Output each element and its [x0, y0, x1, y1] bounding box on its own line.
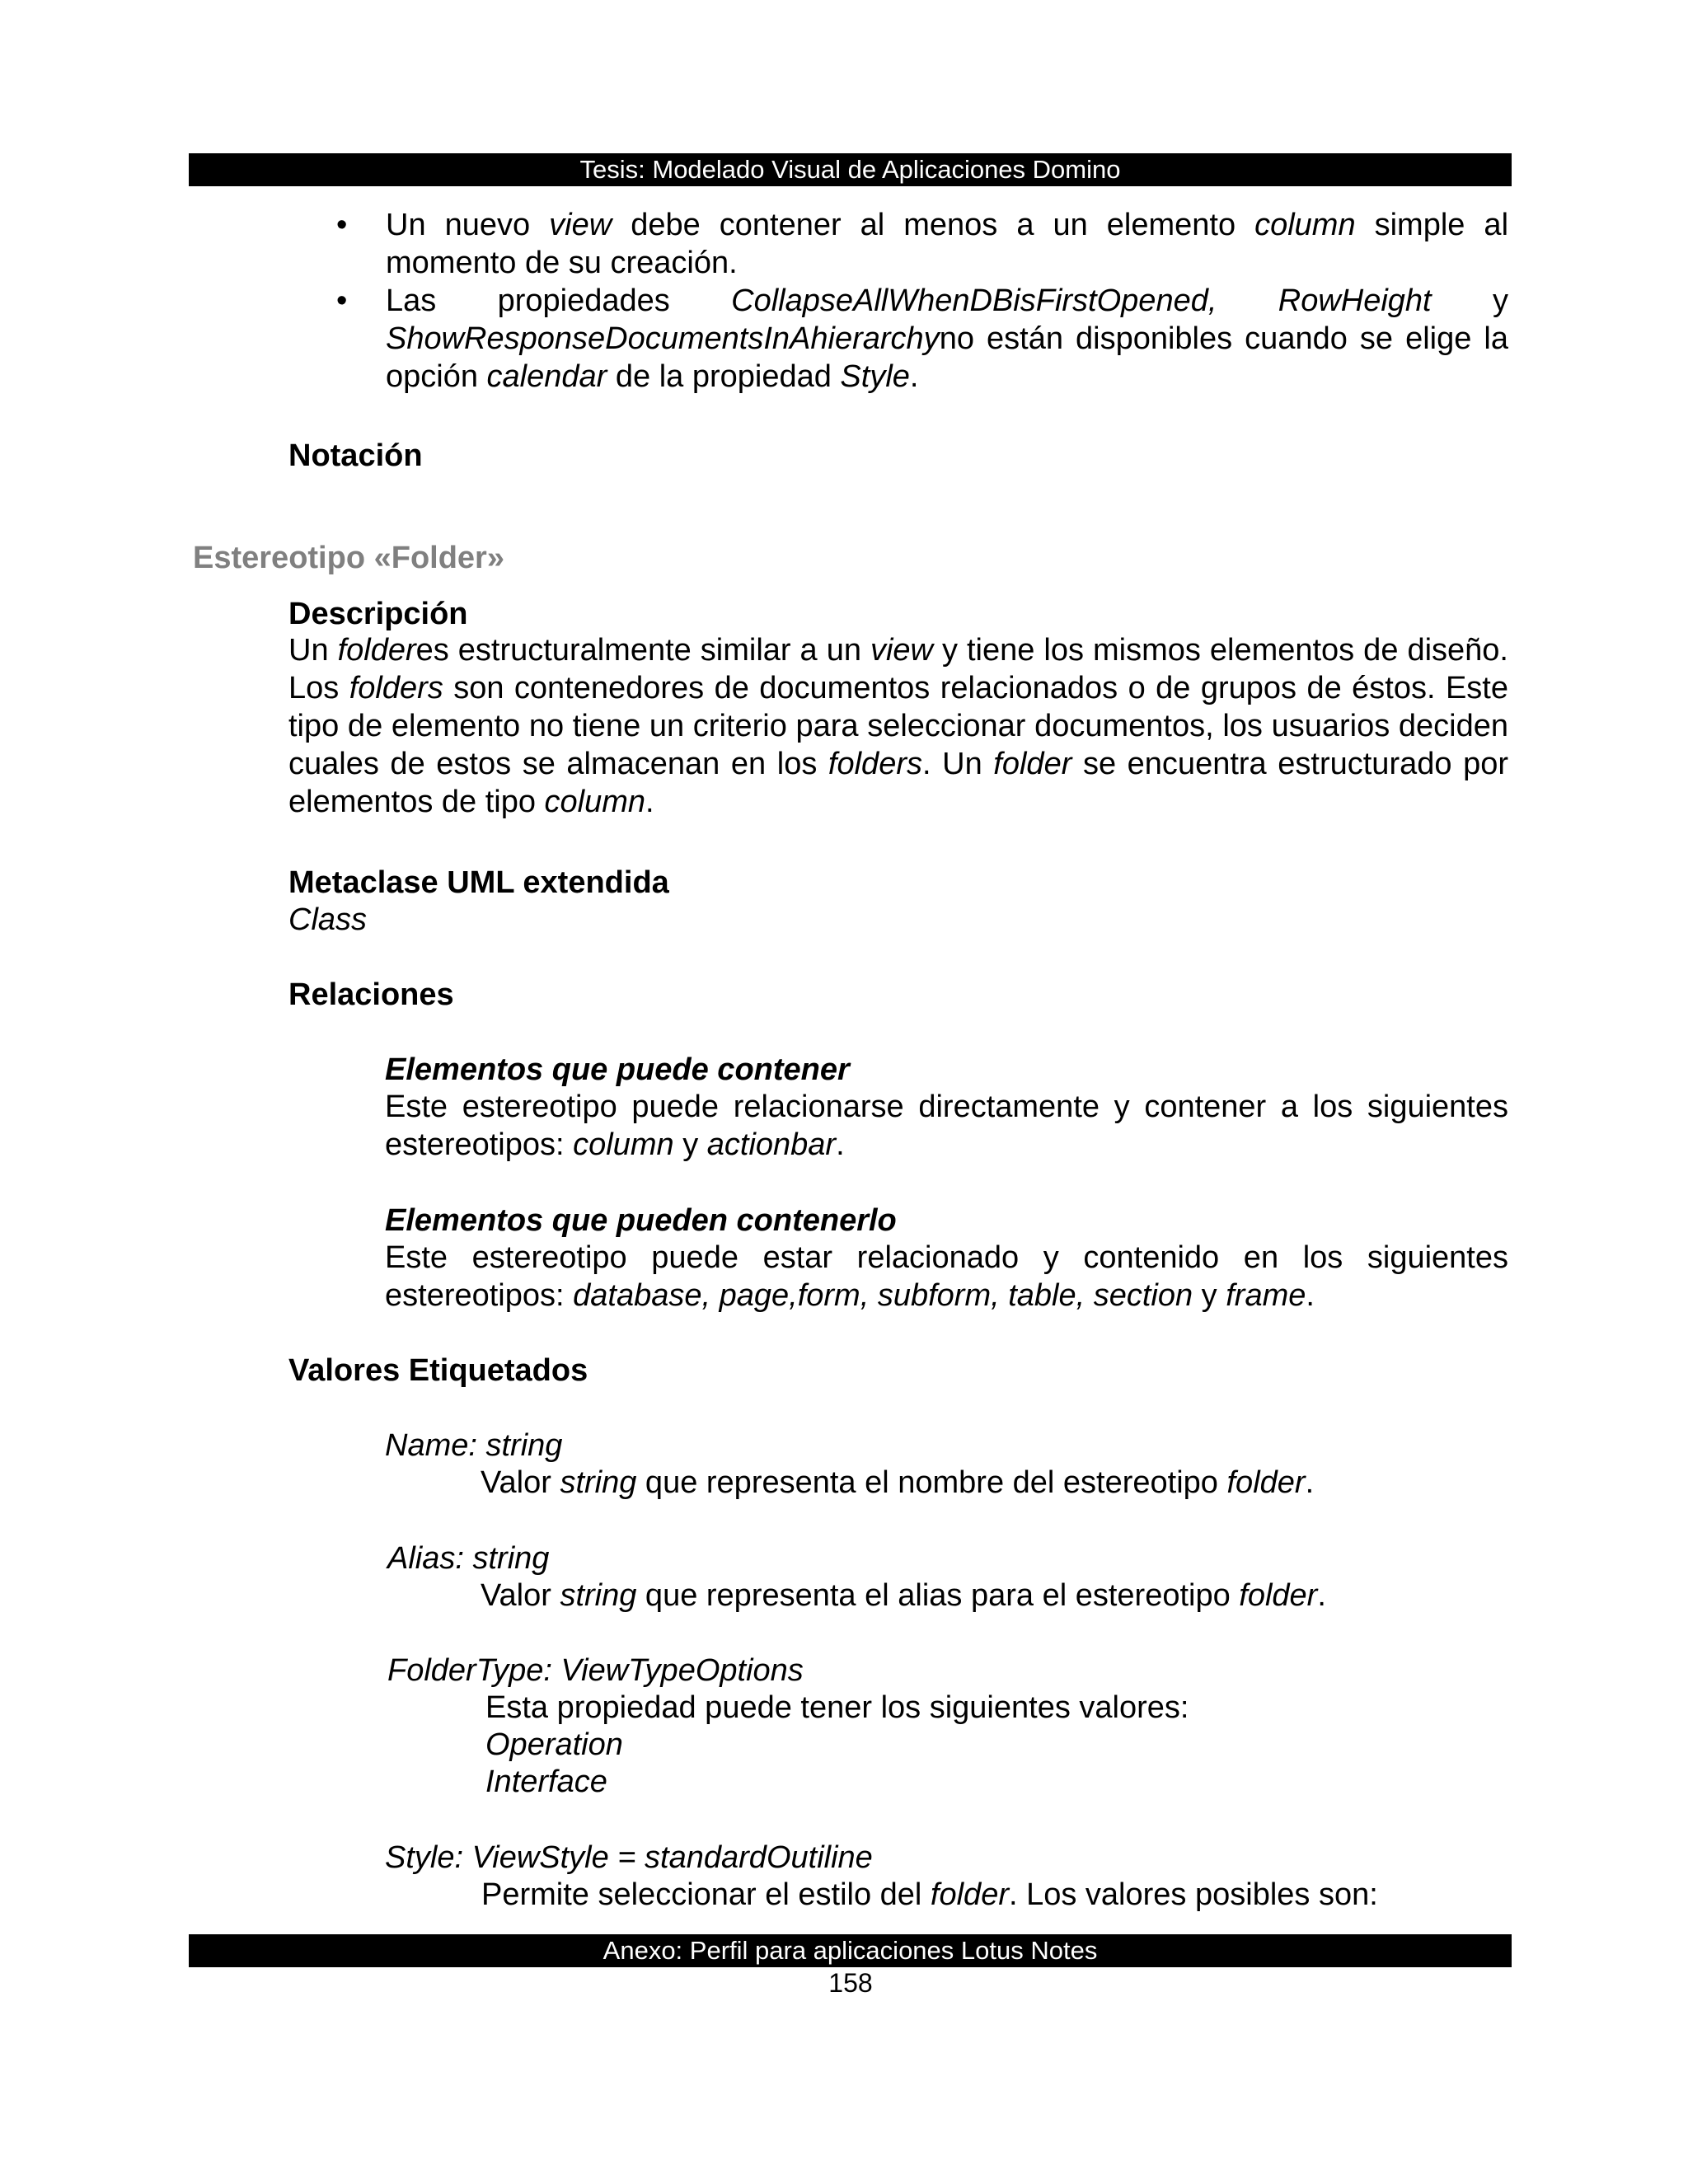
bullet-text: Las propiedades CollapseAllWhenDBisFirstOpened, RowHeight y ShowResponseDocumentsInAhierarchyno están disponibles cuando se elige la opción calendar de la propiedad Style.	[386, 284, 1508, 394]
footer-title: Anexo: Perfil para aplicaciones Lotus Notes	[603, 1936, 1098, 1965]
descripcion-heading: Descripción	[288, 597, 468, 631]
relaciones-heading: Relaciones	[288, 977, 454, 1012]
page-header-bar	[189, 153, 1512, 186]
foldertype-description: Esta propiedad puede tener los siguientes valores:	[485, 1690, 1189, 1725]
descripcion-paragraph: Un folderes estructuralmente similar a un view y tiene los mismos elementos de diseño. Los folders son contenedores de documentos relacionados o de grupos de éstos. Este tipo de elemento no tiene un criterio para seleccionar documentos, los usuarios deciden cuales de estos se almacenan en los folders. Un folder se encuentra estructurado por elementos de tipo column.	[288, 633, 1509, 819]
valores-heading: Valores Etiquetados	[288, 1353, 588, 1388]
notacion-heading: Notación	[288, 438, 423, 473]
style-label: Style: ViewStyle = standardOutiline	[385, 1840, 873, 1875]
metaclase-value: Class	[288, 902, 368, 937]
contenerlo-heading: Elementos que pueden contenerlo	[385, 1203, 897, 1238]
restriction-bullet-list	[336, 206, 1508, 396]
page-number: 158	[828, 1968, 873, 1998]
name-label: Name: string	[385, 1428, 563, 1463]
name-description: Valor string que representa el nombre del estereotipo folder.	[481, 1465, 1315, 1500]
bullet-icon: •	[336, 284, 348, 318]
alias-description: Valor string que representa el alias para el estereotipo folder.	[481, 1578, 1326, 1613]
contener-heading: Elementos que puede contener	[385, 1052, 850, 1087]
bullet-item	[336, 206, 1508, 282]
contener-paragraph: Este estereotipo puede relacionarse directamente y contener a los siguientes estereotipos: column y actionbar.	[385, 1090, 1508, 1162]
style-description: Permite seleccionar el estilo del folder. Los valores posibles son:	[481, 1877, 1378, 1912]
bullet-text: Un nuevo view debe contener al menos a un elemento column simple al momento de su creación.	[386, 208, 1509, 280]
stereotype-heading: Estereotipo «Folder»	[193, 541, 504, 575]
bullet-icon: •	[336, 208, 348, 242]
header-title: Tesis: Modelado Visual de Aplicaciones Domino	[579, 155, 1121, 184]
page-footer-bar	[189, 1934, 1512, 1967]
bullet-item	[336, 282, 1508, 396]
foldertype-option: Operation	[485, 1727, 623, 1762]
metaclase-heading: Metaclase UML extendida	[288, 865, 669, 900]
foldertype-label: FolderType: ViewTypeOptions	[387, 1653, 804, 1688]
contenerlo-paragraph: Este estereotipo puede estar relacionado y contenido en los siguientes estereotipos: database, page,form, subform, table, section y frame.	[385, 1240, 1508, 1313]
alias-label: Alias: string	[387, 1541, 550, 1576]
foldertype-option: Interface	[485, 1765, 607, 1799]
